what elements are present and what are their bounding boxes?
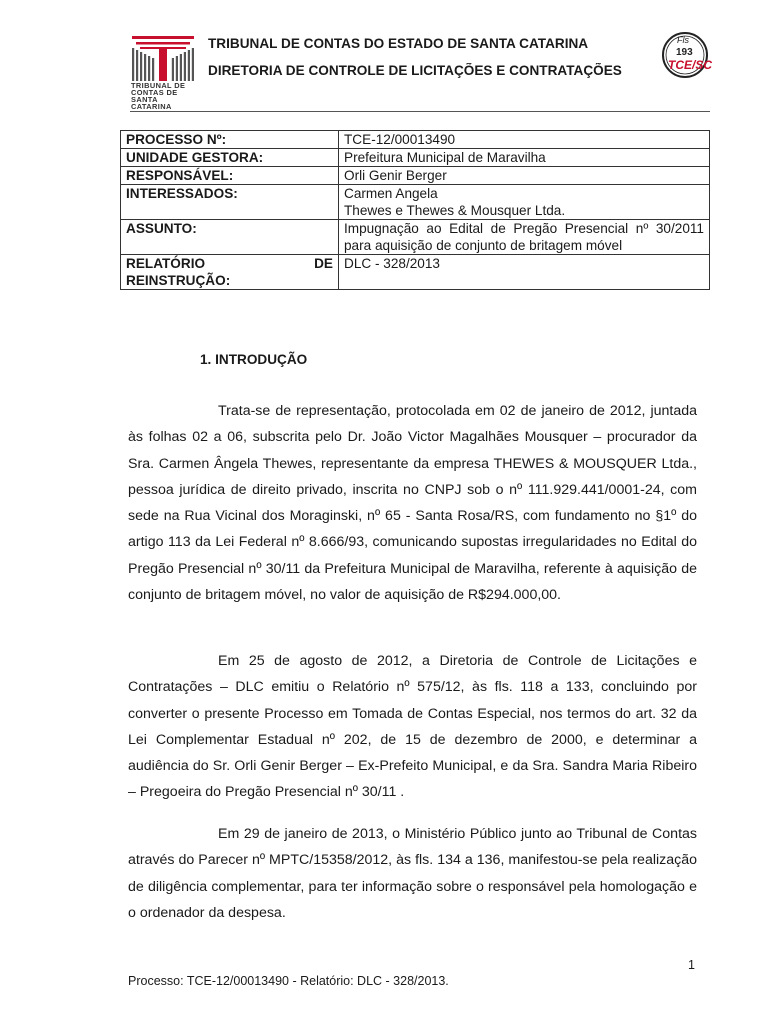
table-row — [121, 167, 710, 185]
processo-label: PROCESSO Nº: — [121, 131, 339, 149]
assunto-label: ASSUNTO: — [121, 220, 339, 255]
table-row — [121, 220, 710, 255]
paragraph-3: Em 29 de janeiro de 2013, o Ministério Público junto ao Tribunal de Contas através do Parecer nº MPTC/15358/2012, às fls. 134 a 136, manifestou-se pela realização de diligência complementar, para ter informação sobre o responsável pela homologação e o ordenador da despesa. — [128, 826, 697, 921]
processo-value: TCE-12/00013490 — [339, 131, 710, 149]
responsavel-label: RESPONSÁVEL: — [121, 167, 339, 185]
relatorio-label-part3: REINSTRUÇÃO: — [126, 273, 231, 288]
paragraph-1: Trata-se de representação, protocolada em 02 de janeiro de 2012, juntada às folhas 02 a 06, subscrita pelo Dr. João Victor Magalhães Mousquer – procurador da Sra. Carmen Ângela Thewes, representante da empresa THEWES & MOUSQUER Ltda., pessoa jurídica de direito privado, inscrita no CNPJ sob o nº 111.929.441/0001-24, com sede na Rua Vicinal dos Moraginski, nº 65 - Santa Rosa/RS, com fundamento no §1º do artigo 113 da Lei Federal nº 8.666/93, comunicando supostas irregularidades no Edital do Pregão Presencial nº 30/11 da Prefeitura Municipal de Maravilha, referente à aquisição de conjunto de britagem móvel, no valor de aquisição de R$294.000,00. — [128, 403, 697, 604]
unidade-value: Prefeitura Municipal de Maravilha — [339, 149, 710, 167]
table-row — [121, 149, 710, 167]
relatorio-label-part1: RELATÓRIO — [126, 256, 206, 271]
section-title: 1. INTRODUÇÃO — [200, 352, 308, 367]
page-footer: Processo: TCE-12/00013490 - Relatório: DLC - 328/2013. — [128, 974, 449, 988]
table-row — [121, 255, 710, 290]
interessados-label: INTERESSADOS: — [121, 185, 339, 220]
stamp-number: 193 — [676, 47, 693, 58]
relatorio-label — [121, 255, 339, 290]
assunto-value: Impugnação ao Edital de Pregão Presencial nº 30/2011 para aquisição de conjunto de britagem móvel — [339, 220, 710, 255]
relatorio-label-part2: DE — [314, 256, 333, 271]
page-number: 1 — [688, 958, 695, 972]
relatorio-value: DLC - 328/2013 — [339, 255, 710, 290]
logo-text: TRIBUNAL DE CONTAS DE SANTA CATARINA — [131, 81, 186, 111]
header-title: TRIBUNAL DE CONTAS DO ESTADO DE SANTA CATARINA — [208, 36, 589, 51]
interessados-value-line1: Carmen Angela — [344, 186, 438, 201]
responsavel-value: Orli Genir Berger — [339, 167, 710, 185]
stamp-fls-label: Fls — [677, 35, 689, 45]
interessados-value-line2: Thewes e Thewes & Mousquer Ltda. — [344, 203, 566, 218]
table-row — [121, 131, 710, 149]
header-subtitle: DIRETORIA DE CONTROLE DE LICITAÇÕES E CONTRATAÇÕES — [208, 63, 622, 78]
unidade-label: UNIDADE GESTORA: — [121, 149, 339, 167]
table-row — [121, 185, 710, 220]
header-divider — [130, 111, 710, 112]
interessados-value — [339, 185, 710, 220]
paragraph-2: Em 25 de agosto de 2012, a Diretoria de Controle de Licitações e Contratações – DLC emitiu o Relatório nº 575/12, às fls. 118 a 133, concluindo por converter o presente Processo em Tomada de Contas Especial, nos termos do art. 32 da Lei Complementar Estadual nº 202, de 15 de dezembro de 2000, e determinar a audiência do Sr. Orli Genir Berger – Ex-Prefeito Municipal, e da Sra. Sandra Maria Ribeiro – Pregoeira do Pregão Presencial nº 30/11 . — [128, 653, 697, 801]
process-info-table — [120, 130, 710, 290]
stamp-org: TCE/SC — [668, 58, 713, 72]
